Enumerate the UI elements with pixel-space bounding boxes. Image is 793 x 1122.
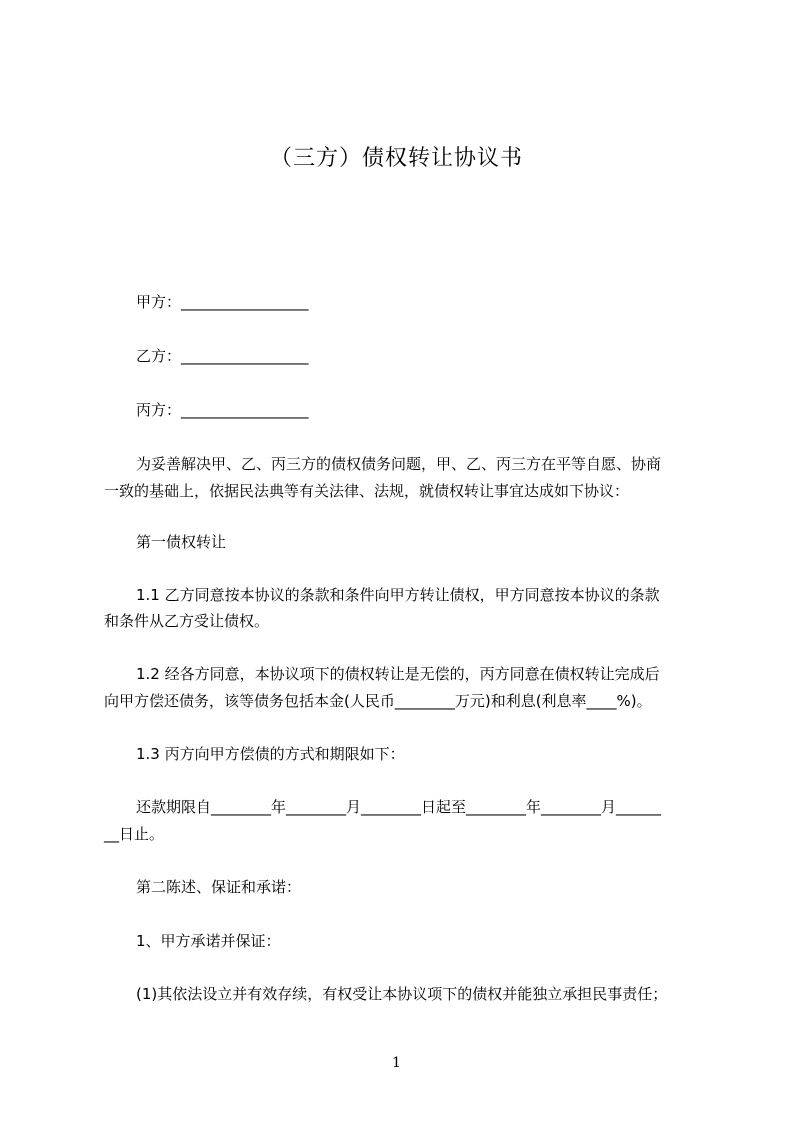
intro-line-1: 为妥善解决甲、乙、丙三方的债权债务问题，甲、乙、丙三方在平等自愿、协商 bbox=[136, 455, 662, 473]
party-c-line: 丙方：_________________ bbox=[136, 401, 309, 419]
clause-1-2-line-2: 向甲方偿还债务，该等债务包括本金(人民币________万元)和利息(利息率____%)。 bbox=[104, 692, 652, 710]
clause-1-2-line-1: 1.2 经各方同意，本协议项下的债权转让是无偿的，丙方同意在债权转让完成后 bbox=[136, 665, 660, 683]
item-1-1: (1)其依法设立并有效存续，有权受让本协议项下的债权并能独立承担民事责任； bbox=[136, 985, 668, 1003]
document-title: （三方）债权转让协议书 bbox=[269, 146, 523, 171]
party-b-line: 乙方：_________________ bbox=[136, 347, 309, 365]
clause-1-1-line-1: 1.1 乙方同意按本协议的条款和条件向甲方转让债权，甲方同意按本协议的条款 bbox=[136, 586, 660, 604]
clause-1-3: 1.3 丙方向甲方偿债的方式和期限如下： bbox=[136, 745, 405, 763]
repayment-line-2: __日止。 bbox=[104, 825, 165, 843]
clause-1-1-line-2: 和条件从乙方受让债权。 bbox=[104, 612, 270, 630]
page-number: 1 bbox=[392, 1055, 401, 1071]
party-a-line: 甲方：_________________ bbox=[136, 293, 309, 311]
section-1-heading: 第一债权转让 bbox=[136, 533, 227, 551]
item-1: 1、甲方承诺并保证： bbox=[136, 932, 281, 950]
section-2-heading: 第二陈述、保证和承诺： bbox=[136, 878, 302, 896]
repayment-line-1: 还款期限自________年________月________日起至________年________月______ bbox=[136, 798, 662, 816]
intro-line-2: 一致的基础上，依据民法典等有关法律、法规，就债权转让事宜达成如下协议： bbox=[104, 482, 630, 500]
